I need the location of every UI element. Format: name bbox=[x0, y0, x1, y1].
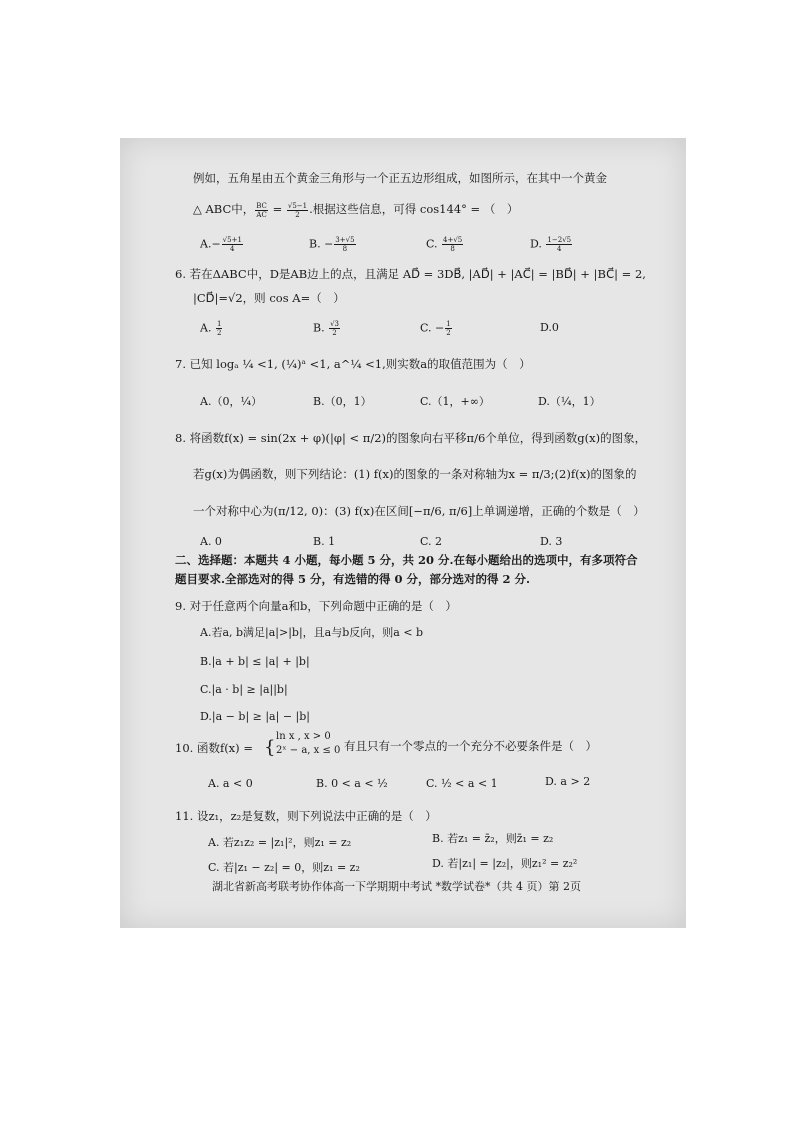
q6-stem-line2: |CD⃗|=√2，则 cos A=（ ） bbox=[193, 291, 345, 305]
q9-option-b: B.|a + b| ≤ |a| + |b| bbox=[200, 655, 310, 668]
q11-option-d: D. 若|z₁| = |z₂|，则z₁² = z₂² bbox=[432, 857, 578, 870]
q8-stem-line2: 若g(x)为偶函数，则下列结论：(1) f(x)的图象的一条对称轴为x = π/3;(2)f(x)的图象的 bbox=[193, 467, 637, 481]
q7-option-d: D.（¼，1） bbox=[538, 395, 601, 408]
q5-option-a: A.− $\frac{√5+1}{4}$ bbox=[200, 236, 242, 253]
section2-instructions-line2: 题目要求.全部选对的得 5 分，有选错的得 0 分，部分选对的得 2 分. bbox=[175, 572, 531, 586]
q6-option-a: A. $\frac{1}{2}$ bbox=[200, 320, 222, 337]
q11-option-b: B. 若z₁ = z̄₂，则z̄₁ = z₂ bbox=[432, 832, 554, 845]
q11-option-c: C. 若|z₁ − z₂| = 0，则z₁ = z₂ bbox=[208, 861, 360, 874]
q5-stem-line1: 例如，五角星由五个黄金三角形与一个正五边形组成，如图所示，在其中一个黄金 bbox=[193, 171, 607, 185]
q8-option-a: A. 0 bbox=[200, 535, 222, 548]
section2-instructions-line1: 二、选择题：本题共 4 小题，每小题 5 分，共 20 分.在每小题给出的选项中，有多项符合 bbox=[175, 553, 638, 567]
q10-option-c: C. ½ < a < 1 bbox=[426, 777, 498, 790]
q10-stem-prefix: 10. 函数f(x) = bbox=[175, 741, 253, 755]
q10-option-a: A. a < 0 bbox=[208, 777, 253, 790]
q9-option-d: D.|a − b| ≥ |a| − |b| bbox=[200, 710, 310, 723]
page-footer: 湖北省新高考联考协作体高一下学期期中考试 *数学试卷*（共 4 页）第 2页 bbox=[212, 880, 581, 893]
q7-stem: 7. 已知 logₐ ¼ <1, (¼)ᵃ <1, a^¼ <1,则实数a的取值范围为（ ） bbox=[175, 357, 531, 371]
q11-stem: 11. 设z₁，z₂是复数，则下列说法中正确的是（ ） bbox=[175, 809, 437, 823]
q9-option-c: C.|a · b| ≥ |a||b| bbox=[200, 683, 288, 696]
q7-option-c: C.（1，+∞） bbox=[420, 395, 490, 408]
q9-stem: 9. 对于任意两个向量a和b，下列命题中正确的是（ ） bbox=[175, 599, 457, 613]
q8-option-b: B. 1 bbox=[313, 535, 336, 548]
q8-option-d: D. 3 bbox=[540, 535, 563, 548]
q5-option-d: D. $\frac{1-2√5}{4}$ bbox=[530, 236, 572, 253]
q6-option-d: D.0 bbox=[540, 321, 559, 334]
q7-option-b: B.（0，1） bbox=[313, 395, 372, 408]
q5-option-c: C. $\frac{4+√5}{8}$ bbox=[426, 236, 463, 253]
q10-option-b: B. 0 < a < ½ bbox=[316, 777, 388, 790]
q10-case2: 2ˣ − a, x ≤ 0 bbox=[276, 745, 341, 756]
q8-stem-line1: 8. 将函数f(x) = sin(2x + φ)(|φ| < π/2)的图象向右平移π/6个单位，得到函数g(x)的图象， bbox=[175, 431, 647, 445]
q10-brace: { bbox=[264, 737, 276, 758]
q8-option-c: C. 2 bbox=[420, 535, 443, 548]
q5-option-b: B. − $\frac{3+√5}{8}$ bbox=[309, 236, 355, 253]
q11-option-a: A. 若z₁z₂ = |z₁|²，则z₁ = z₂ bbox=[208, 836, 352, 849]
q5-stem-line2: △ ABC中， $\frac{BC}{AC}$ = $\frac{√5-1}{2}$ .根据这些信息，可得 cos144° = （ ） bbox=[193, 201, 519, 219]
q10-option-d: D. a > 2 bbox=[545, 775, 591, 788]
q8-stem-line3: 一个对称中心为(π/12, 0)：(3) f(x)在区间[−π/6, π/6]上单调递增，正确的个数是（ ） bbox=[193, 504, 645, 518]
q10-case1: ln x , x > 0 bbox=[276, 731, 331, 742]
q6-option-c: C. − $\frac{1}{2}$ bbox=[420, 320, 451, 337]
q9-option-a: A.若a, b满足|a|>|b|，且a与b反向，则a < b bbox=[200, 626, 424, 639]
q6-stem-line1: 6. 若在ΔABC中，D是AB边上的点，且满足 AD⃗ = 3DB⃗, |AD⃗| + |AC⃗| = |BD⃗| + |BC⃗| = 2, bbox=[175, 267, 646, 281]
q6-option-b: B. $\frac{√3}{2}$ bbox=[313, 320, 339, 337]
q10-stem-suffix: 有且只有一个零点的一个充分不必要条件是（ ） bbox=[344, 739, 597, 753]
q7-option-a: A.（0，¼） bbox=[200, 395, 263, 408]
